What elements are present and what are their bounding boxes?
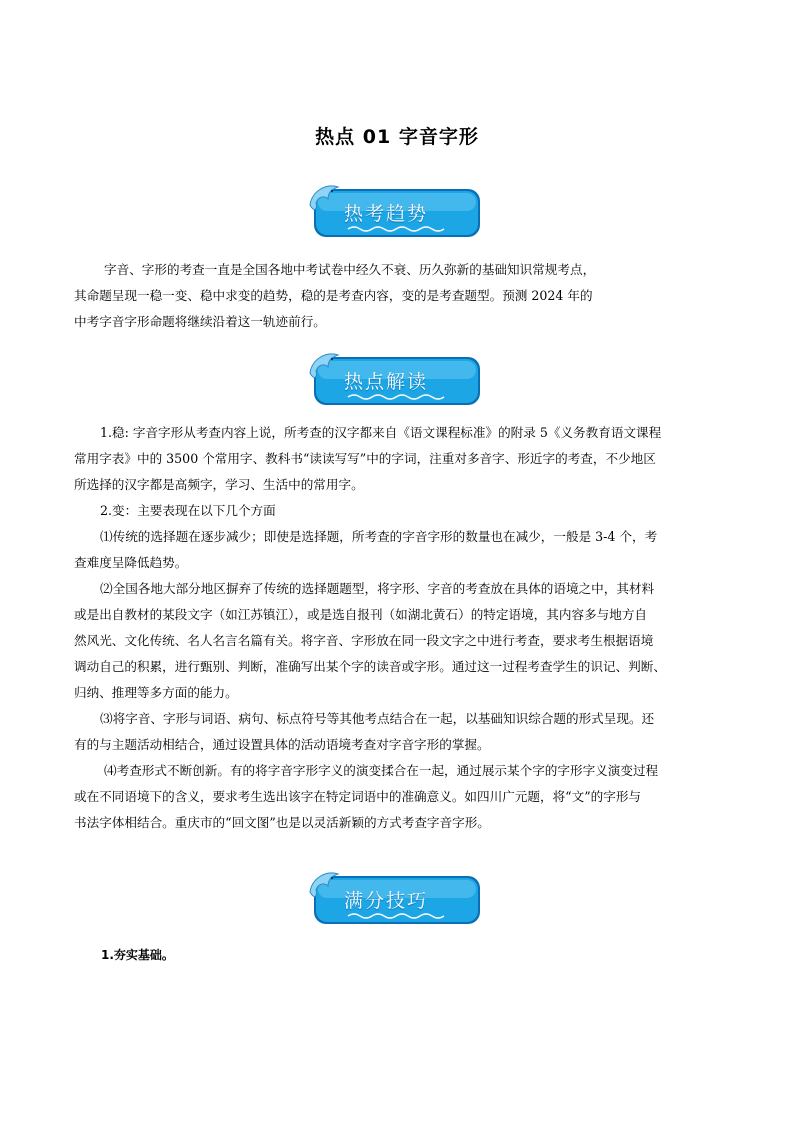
text-line: 其命题呈现一稳一变、稳中求变的趋势，稳的是考查内容，变的是考查题型。预测 2024 年的 [74, 288, 593, 303]
text-line: 有的与主题活动相结合，通过设置具体的活动语境考查对字音字形的掌握。 [74, 737, 490, 752]
text-line: ⑵全国各地大部分地区摒弃了传统的选择题题型，将字形、字音的考查放在具体的语境之中，其材料 [100, 581, 655, 596]
interpret-block [74, 420, 666, 836]
text-line: 或是出自教材的某段文字（如江苏镇江），或是选自报刊（如湖北黄石）的特定语境，其内容多与地方自 [74, 607, 648, 622]
section-badge-skills [308, 870, 484, 928]
text-line: 然风光、文化传统、名人名言名篇有关。将字音、字形放在同一段文字之中进行考查，要求考生根据语境 [74, 633, 654, 648]
text-line: 或在不同语境下的含义，要求考生选出该字在特定词语中的准确意义。如四川广元题，将“文”的字形与 [74, 789, 642, 804]
text-line: 所选择的汉字都是高频字，学习、生活中的常用字。 [74, 477, 364, 492]
section-badge-trend [308, 183, 484, 241]
skills-item: 1.夯实基础。 [101, 948, 174, 962]
text-line: 2.变：主要表现在以下几个方面 [100, 503, 276, 518]
page-title: 热点 01 字音字形 [315, 126, 479, 148]
text-line: 中考字音字形命题将继续沿着这一轨迹前行。 [74, 314, 326, 329]
text-line: 归纳、推理等多方面的能力。 [74, 685, 238, 700]
section-badge-label: 热点解读 [344, 371, 429, 393]
text-line: 调动自己的积累，进行甄别、判断，准确写出某个字的读音或字形。通过这一过程考查学生的识记、判断、 [74, 659, 666, 674]
section-badge-label: 热考趋势 [344, 203, 429, 225]
text-line: ⑴传统的选择题在逐步减少；即使是选择题，所考查的字音字形的数量也在减少，一般是 3-4 个，考 [100, 529, 658, 544]
text-line: 字音、字形的考查一直是全国各地中考试卷中经久不衰、历久弥新的基础知识常规考点， [104, 262, 596, 277]
text-line: 书法字体相结合。重庆市的“回文图”也是以灵活新颖的方式考查字音字形。 [74, 815, 490, 830]
text-line: 常用字表》中的 3500 个常用字、教科书“读读写写”中的字词，注重对多音字、形近字的考查，不少地区 [74, 451, 656, 466]
section-badge-label: 满分技巧 [344, 890, 429, 912]
text-line: ⑶将字音、字形与词语、病句、标点符号等其他考点结合在一起，以基础知识综合题的形式呈现。还 [100, 711, 655, 726]
text-line: 查难度呈降低趋势。 [74, 555, 188, 570]
trend-paragraph [74, 257, 595, 335]
text-line: ⑷考查形式不断创新。有的将字音字形字义的演变揉合在一起，通过展示某个字的字形字义演变过程 [104, 763, 659, 778]
section-badge-interpret [308, 351, 484, 409]
text-line: 1.稳: 字音字形从考查内容上说，所考查的汉字都来自《语文课程标准》的附录 5《义务教育语文课程 [100, 425, 662, 440]
